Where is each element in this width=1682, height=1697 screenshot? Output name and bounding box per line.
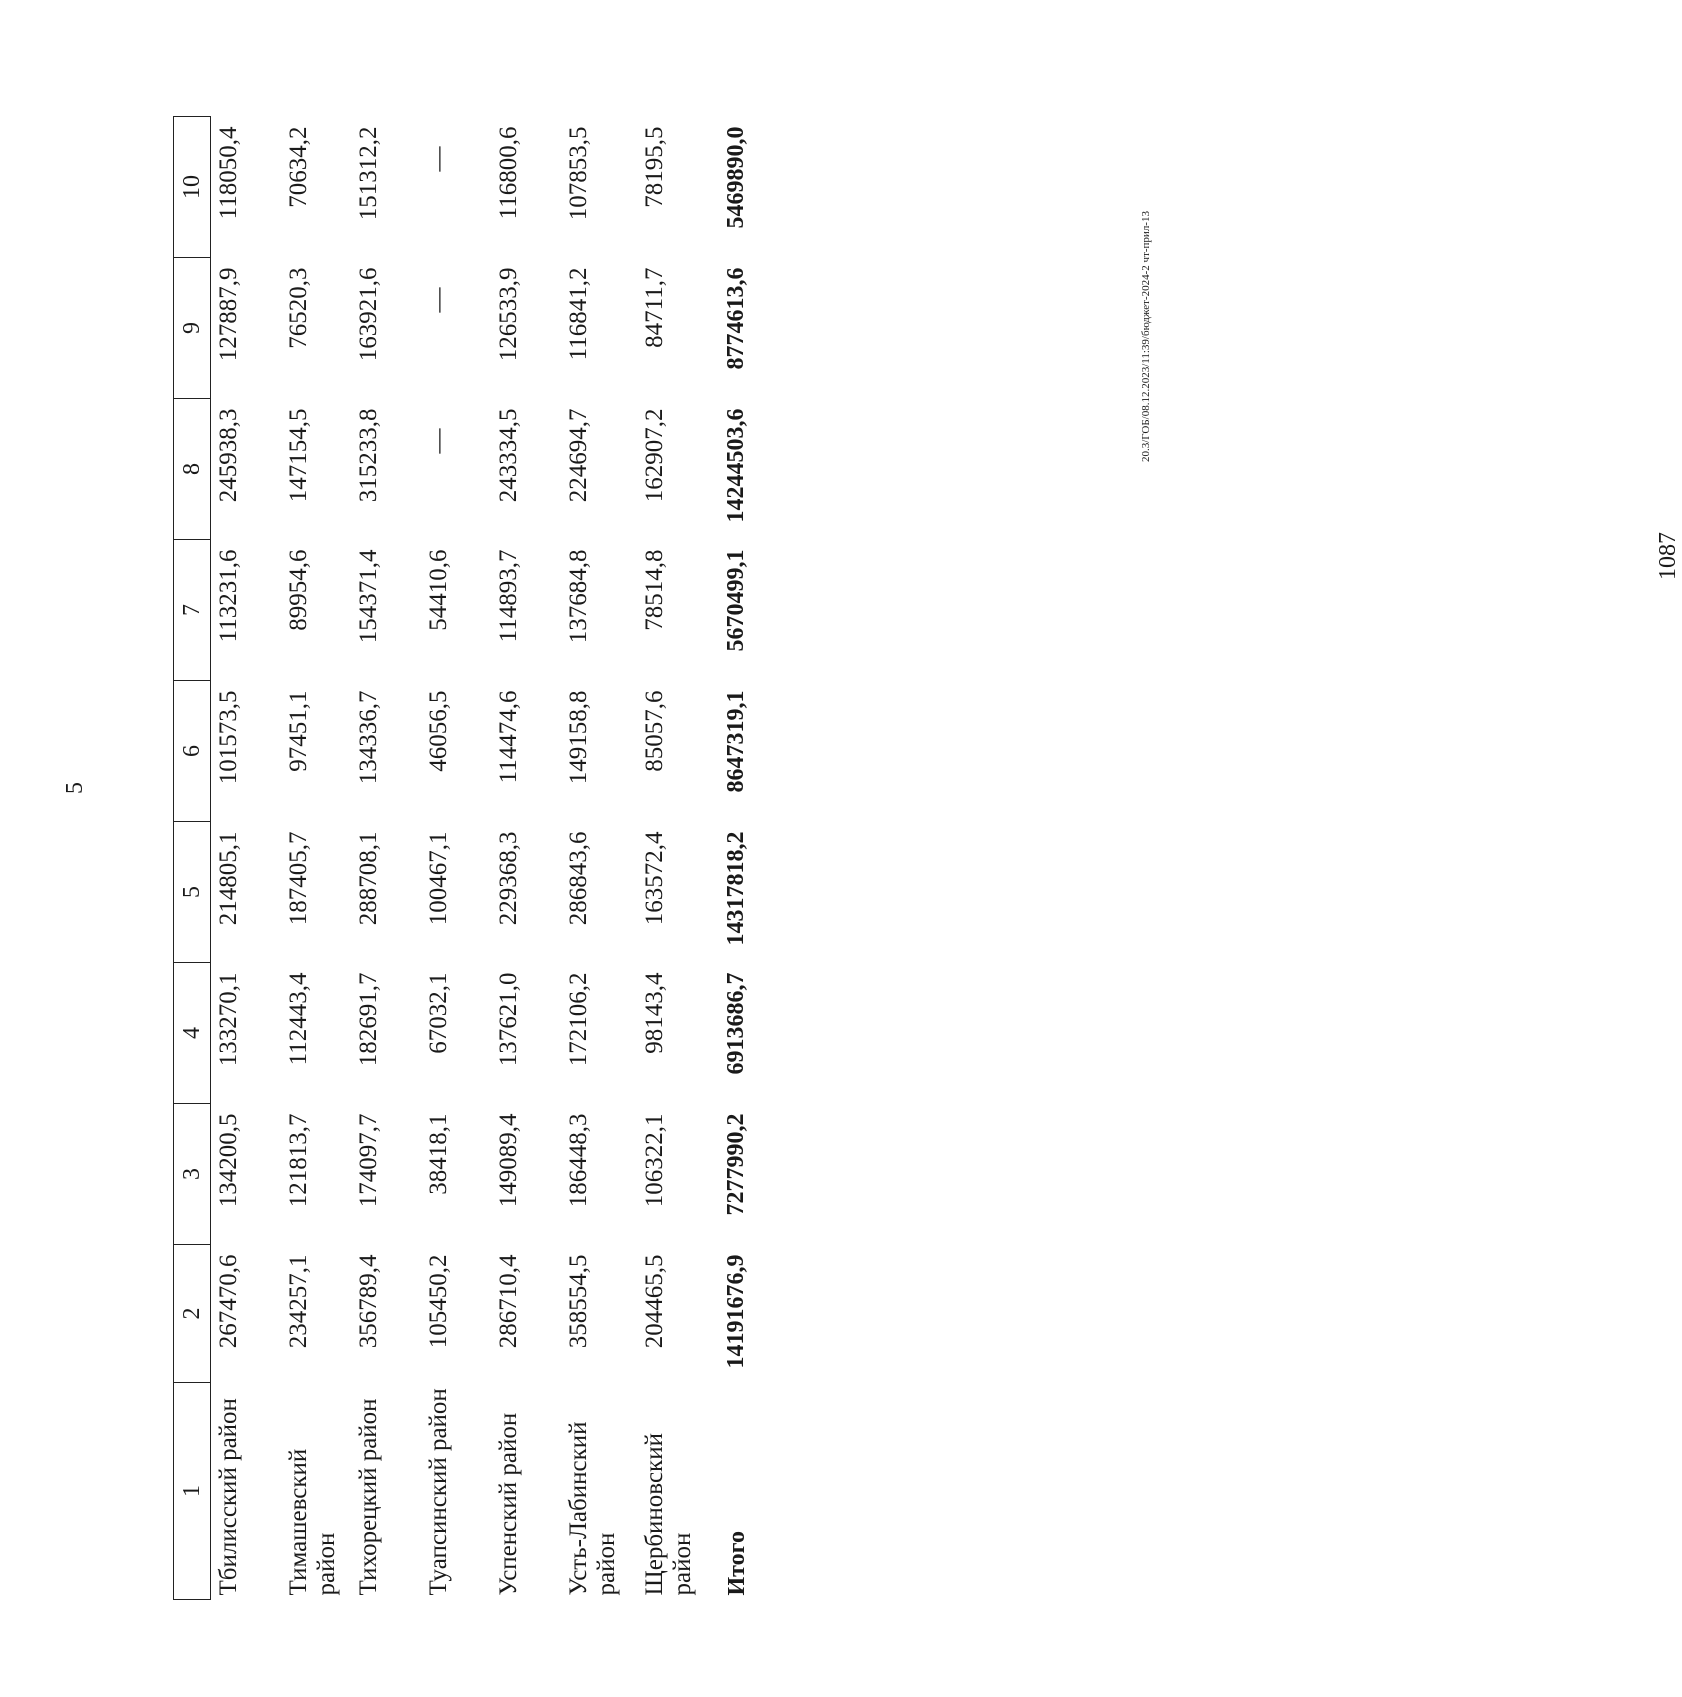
value-cell: 137684,8 [565,549,592,644]
total-value-cell: 8774613,6 [723,267,749,370]
value-cell: 172106,2 [565,972,592,1067]
value-cell: 67032,1 [425,972,452,1054]
table-row [637,117,713,1600]
header-cell: 9 [174,258,211,399]
value-cell: 147154,5 [285,408,312,503]
value-cell: 134200,5 [215,1113,242,1208]
page-number-top: 5 [62,782,88,794]
value-cell: 38418,1 [425,1113,452,1195]
total-value-cell: 8647319,1 [723,690,749,793]
value-cell: 113231,6 [215,549,242,643]
value-cell: 114893,7 [495,549,522,643]
header-cell: 2 [174,1245,211,1383]
value-cell: 358554,5 [565,1254,592,1349]
header-cell: 8 [174,399,211,540]
total-row [713,117,789,1600]
value-cell: 116841,2 [565,267,592,361]
value-cell: 78195,5 [641,126,668,208]
value-cell: 245938,3 [215,408,242,503]
value-cell: 243334,5 [495,408,522,503]
value-cell: — [425,287,452,313]
table-row [211,117,282,1600]
value-cell: 286843,6 [565,831,592,926]
value-cell: 315233,8 [355,408,382,503]
table-row [561,117,637,1600]
value-cell: 149158,8 [565,690,592,785]
value-cell: 107853,5 [565,126,592,221]
value-cell: 114474,6 [495,690,522,784]
value-cell: 54410,6 [425,549,452,631]
total-value-cell: 14191676,9 [723,1254,749,1369]
value-cell: 126533,9 [495,267,522,362]
page-number-bottom: 1087 [1655,532,1681,580]
header-cell: 7 [174,540,211,681]
value-cell: 100467,1 [425,831,452,926]
value-cell: 187405,7 [285,831,312,926]
value-cell: 97451,1 [285,690,312,772]
header-cell: 1 [174,1383,211,1600]
value-cell: 149089,4 [495,1113,522,1208]
value-cell: 356789,4 [355,1254,382,1349]
header-row [174,117,211,1600]
total-value-cell: 14244503,6 [723,408,749,523]
value-cell: 154371,4 [355,549,382,644]
district-name: Тбилисский район [215,1398,242,1596]
value-cell: 85057,6 [641,690,668,772]
total-value-cell: 6913686,7 [723,972,749,1075]
document-stamp: 20.3/ГОБ/08.12.2023/11:39/бюджет-2024-2 чт-прил-13 [1140,211,1152,462]
value-cell: 89954,6 [285,549,312,631]
district-name: Тихорецкий район [355,1398,382,1596]
table-row [351,117,421,1600]
value-cell: 182691,7 [355,972,382,1067]
table-row [421,117,491,1600]
value-cell: 46056,5 [425,690,452,772]
value-cell: 286710,4 [495,1254,522,1349]
value-cell: 163572,4 [641,831,668,926]
total-value-cell: 5670499,1 [723,549,749,652]
table-row [281,117,351,1600]
value-cell: 162907,2 [641,408,668,503]
district-name: Усть-Лабинский район [565,1421,620,1596]
table-header [174,117,211,1600]
value-cell: 224694,7 [565,408,592,503]
value-cell: — [425,146,452,172]
header-cell: 10 [174,117,211,258]
value-cell: 174097,7 [355,1113,382,1208]
header-cell: 5 [174,822,211,963]
value-cell: 121813,7 [285,1113,312,1208]
district-name: Тимашевский район [285,1448,340,1596]
total-value-cell: 5469890,0 [723,126,749,229]
value-cell: 106322,1 [641,1113,668,1208]
value-cell: 127887,9 [215,267,242,362]
value-cell: 186448,3 [565,1113,592,1208]
value-cell: 163921,6 [355,267,382,362]
value-cell: 134336,7 [355,690,382,785]
value-cell: 234257,1 [285,1254,312,1349]
value-cell: 288708,1 [355,831,382,926]
header-cell: 3 [174,1104,211,1245]
header-cell: 4 [174,963,211,1104]
value-cell: — [425,428,452,454]
value-cell: 118050,4 [215,126,242,220]
total-label: Итого [724,1531,750,1596]
table-row [491,117,561,1600]
value-cell: 151312,2 [355,126,382,221]
district-name: Успенский район [495,1412,522,1596]
value-cell: 101573,5 [215,690,242,785]
total-value-cell: 14317818,2 [723,831,749,946]
value-cell: 70634,2 [285,126,312,208]
value-cell: 84711,7 [641,267,668,348]
value-cell: 105450,2 [425,1254,452,1349]
budget-table [173,116,789,1600]
value-cell: 76520,3 [285,267,312,349]
value-cell: 112443,4 [285,972,312,1066]
value-cell: 78514,8 [641,549,668,631]
value-cell: 133270,1 [215,972,242,1067]
total-value-cell: 7277990,2 [723,1113,749,1216]
district-name: Туапсинский район [425,1388,452,1596]
value-cell: 137621,0 [495,972,522,1067]
value-cell: 204465,5 [641,1254,668,1349]
value-cell: 116800,6 [495,126,522,220]
table-body [211,117,790,1600]
value-cell: 229368,3 [495,831,522,926]
value-cell: 98143,4 [641,972,668,1054]
value-cell: 267470,6 [215,1254,242,1349]
value-cell: 214805,1 [215,831,242,926]
header-cell: 6 [174,681,211,822]
district-name: Щербиновский район [641,1433,696,1596]
